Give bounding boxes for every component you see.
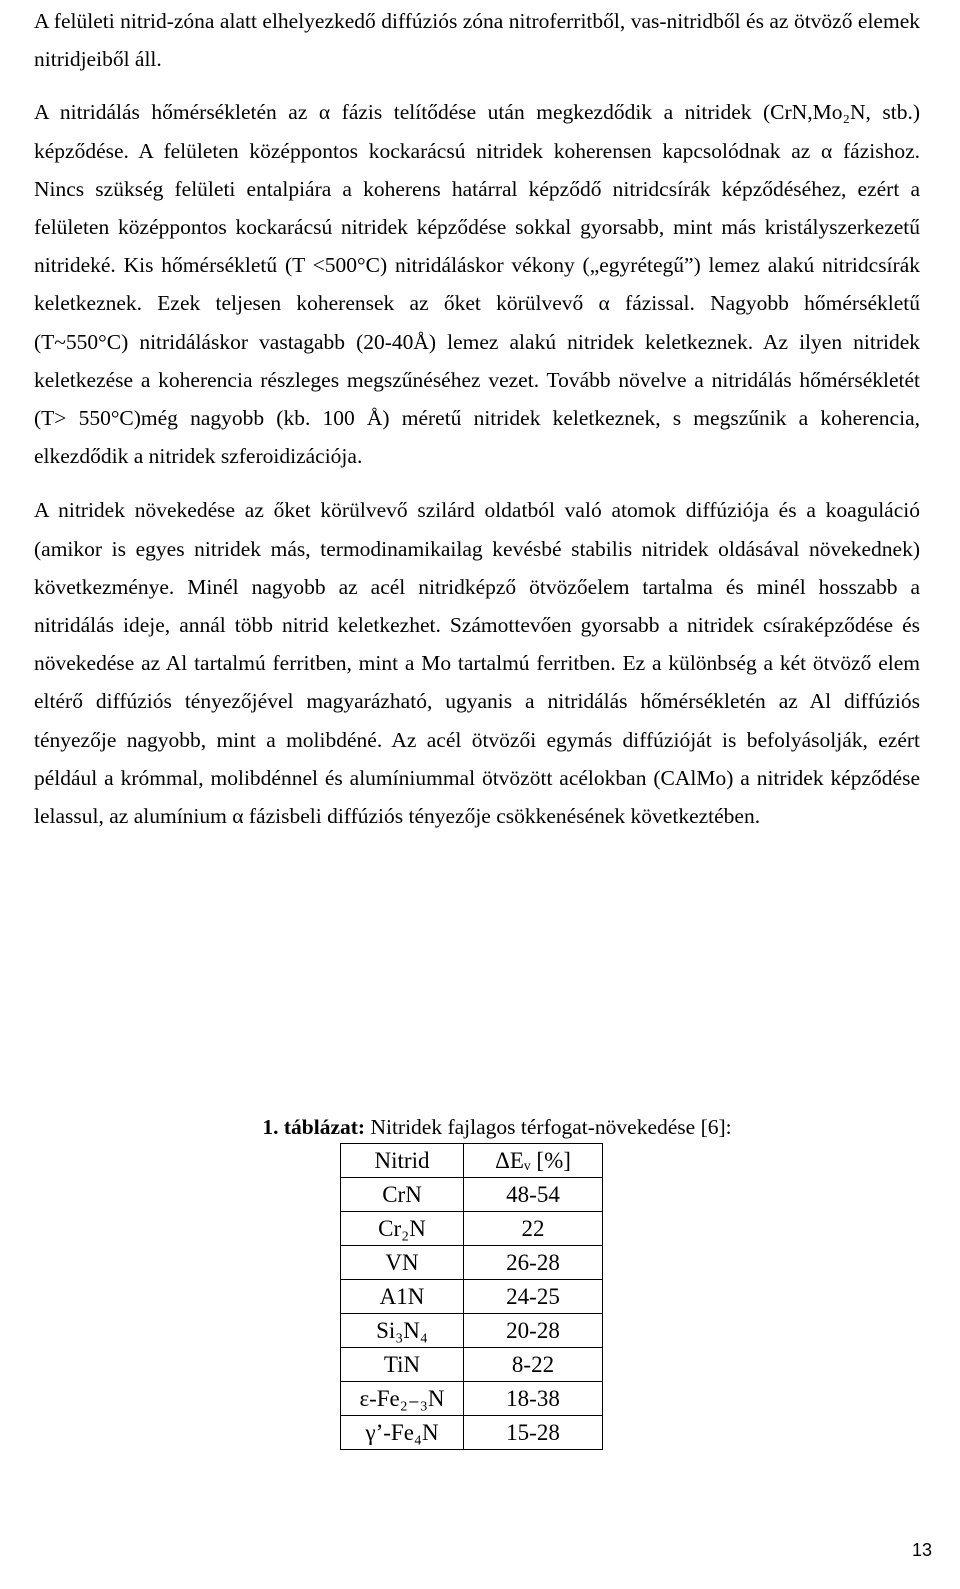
table-header-row	[341, 1144, 603, 1178]
table-row	[341, 1314, 603, 1348]
table-cell: γ’-Fe₄N	[341, 1416, 464, 1450]
table-caption	[34, 1112, 920, 1142]
paragraph-nitride-formation: A nitridálás hőmérsékletén az α fázis telítődése után megkezdődik a nitridek (CrN,Mo₂N, stb.) képződése. A felületen középpontos kockarácsú nitridek koherensen kapcsolódnak az α fázishoz. Nincs szükség felületi entalpiára a koherens határral képződő nitridcsírák képződéséhez, ezért a felületen középpontos kockarácsú nitridek képződése sokkal gyorsabb, mint más kristályszerkezetű nitrideké. Kis hőmérsékletű (T <500°C) nitridáláskor vékony („egyrétegű”) lemez alakú nitridcsírák keletkeznek. Ezek teljesen koherensek az őket körülvevő α fázissal. Nagyobb hőmérsékletű (T~550°C) nitridáláskor vastagabb (20-40Å) lemez alakú nitridek keletkeznek. Az ilyen nitridek keletkezése a koherencia részleges megszűnéséhez vezet. Tovább növelve a nitridálás hőmérsékletét (T> 550°C)még nagyobb (kb. 100 Å) méretű nitridek keletkeznek, s megszűnik a koherencia, elkezdődik a nitridek szferoidizációja.	[34, 100, 920, 469]
table-cell: 22	[464, 1212, 603, 1246]
table-header-cell: ΔEᵥ [%]	[464, 1144, 603, 1178]
table-cell: 24-25	[464, 1280, 603, 1314]
table-cell: Cr₂N	[341, 1212, 464, 1246]
table-row	[341, 1348, 603, 1382]
table-row	[341, 1212, 603, 1246]
page-number: 13	[911, 1540, 932, 1560]
table-row	[341, 1416, 603, 1450]
nitride-volume-table	[340, 1143, 603, 1450]
table-cell: 26-28	[464, 1246, 603, 1280]
table-cell: TiN	[341, 1348, 464, 1382]
table-cell: 8-22	[464, 1348, 603, 1382]
document-page	[34, 0, 920, 1445]
table-cell: CrN	[341, 1178, 464, 1212]
table-row	[341, 1280, 603, 1314]
table-row	[341, 1382, 603, 1416]
table-cell: 15-28	[464, 1416, 603, 1450]
table-cell: ε-Fe₂₋₃N	[341, 1382, 464, 1416]
table-cell: 18-38	[464, 1382, 603, 1416]
table-caption-label: 1. táblázat:	[262, 1115, 366, 1139]
table-row	[341, 1246, 603, 1280]
table-header-cell: Nitrid	[341, 1144, 464, 1178]
table-cell: 48-54	[464, 1178, 603, 1212]
table-cell: A1N	[341, 1280, 464, 1314]
paragraph-nitride-growth: A nitridek növekedése az őket körülvevő szilárd oldatból való atomok diffúziója és a koaguláció (amikor is egyes nitridek más, termodinamikailag kevésbé stabilis nitridek oldásával növekednek) következménye. Minél nagyobb az acél nitridképző ötvözőelem tartalma és minél hosszabb a nitridálás ideje, annál több nitrid keletkezhet. Számottevően gyorsabb a nitridek csíraképződése és növekedése az Al tartalmú ferritben, mint a Mo tartalmú ferritben. Ez a különbség a két ötvöző elem eltérő diffúziós tényezőjével magyarázható, ugyanis a nitridálás hőmérsékletén az Al diffúziós tényezője nagyobb, mint a molibdéné. Az acél ötvözői egymás diffúzióját is befolyásolják, ezért például a krómmal, molibdénnel és alumíniummal ötvözött acélokban (CAlMo) a nitridek képződése lelassul, az alumínium α fázisbeli diffúziós tényezője csökkenésének következtében.	[34, 498, 920, 829]
table-cell: Si₃N₄	[341, 1314, 464, 1348]
table-cell: VN	[341, 1246, 464, 1280]
paragraph-diffusion-zone: A felületi nitrid-zóna alatt elhelyezkedő diffúziós zóna nitroferritből, vas-nitridből és az ötvöző elemek nitridjeiből áll.	[34, 9, 920, 72]
table-caption-text: Nitridek fajlagos térfogat-növekedése [6]:	[365, 1115, 732, 1139]
table-cell: 20-28	[464, 1314, 603, 1348]
table-row	[341, 1178, 603, 1212]
